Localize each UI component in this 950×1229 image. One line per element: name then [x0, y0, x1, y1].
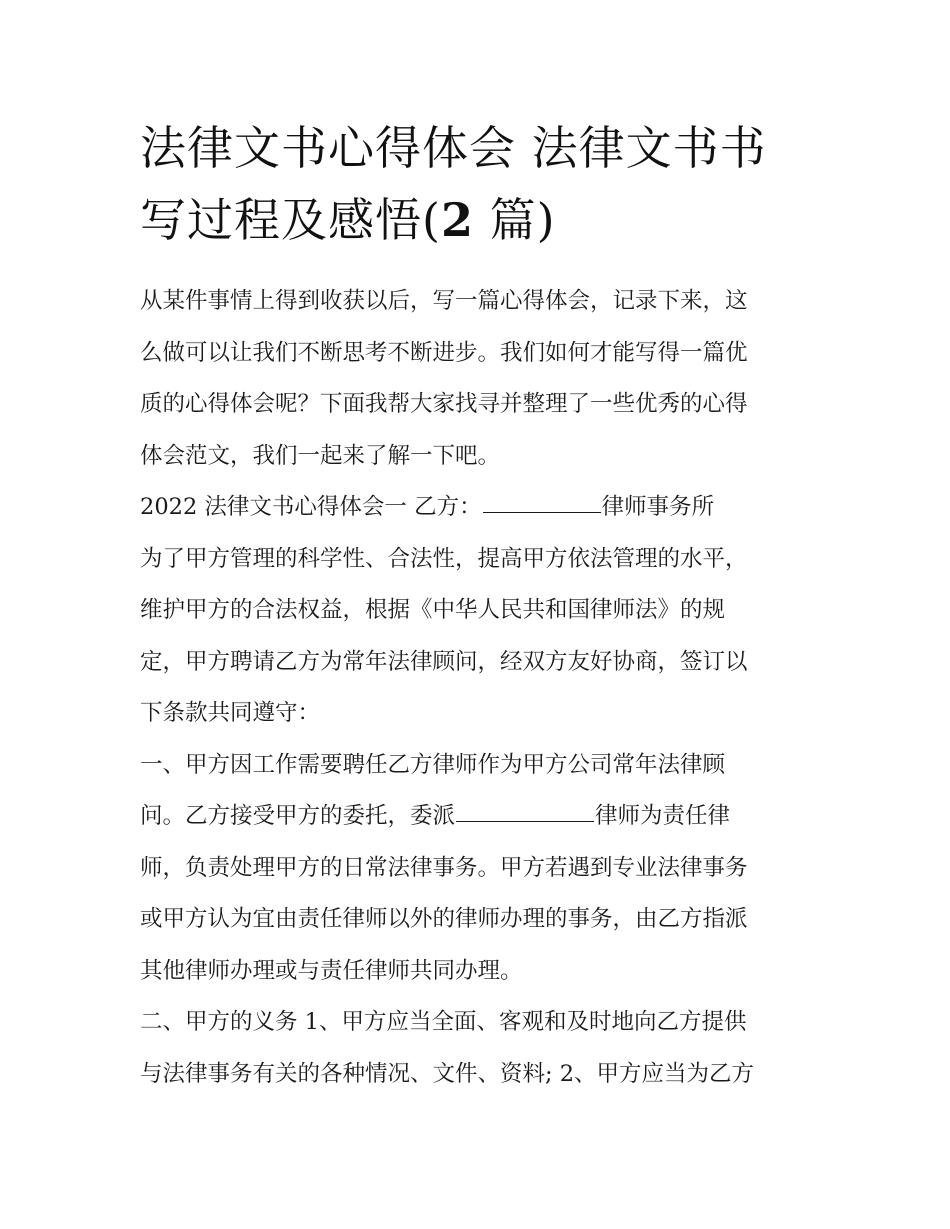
paragraph-line: 下条款共同遵守： — [140, 700, 321, 726]
clause-1-text-a: 问。乙方接受甲方的委托，委派 — [140, 803, 456, 829]
clause-1-line: 或甲方认为宜由责任律师以外的律师办理的事务，由乙方指派 — [140, 906, 748, 932]
clause-2-line: 与法律事务有关的各种情况、文件、资料; 2、甲方应当为乙方 — [140, 1060, 755, 1087]
paragraph-line: 维护甲方的合法权益，根据《中华人民共和国律师法》的规 — [140, 597, 726, 623]
paragraph-line: 定，甲方聘请乙方为常年法律顾问，经双方友好协商，签订以 — [140, 648, 748, 675]
section-heading-label: 2022 法律文书心得体会一 乙方： — [140, 494, 482, 520]
blank-lawyer-name — [456, 791, 594, 822]
paragraph-line: 为了甲方管理的科学性、合法性，提高甲方依法管理的水平， — [140, 545, 748, 572]
blank-firm-name — [483, 482, 601, 513]
section-heading-suffix: 律师事务所 — [601, 494, 715, 520]
clause-1-line: 其他律师办理或与责任律师共同办理。 — [140, 957, 523, 984]
section-heading — [140, 482, 820, 534]
intro-line: 体会范文，我们一起来了解一下吧。 — [140, 442, 501, 469]
intro-line: 质的心得体会呢？下面我帮大家找寻并整理了一些优秀的心得 — [140, 391, 748, 417]
title-line-2b: 篇) — [473, 193, 556, 247]
clause-1-line — [140, 791, 820, 843]
title-count: 2 — [440, 193, 474, 247]
clause-1-line: 一、甲方因工作需要聘任乙方律师作为甲方公司常年法律顾 — [140, 751, 726, 778]
clause-1-line: 师，负责处理甲方的日常法律事务。甲方若遇到专业法律事务 — [140, 854, 748, 881]
intro-line: 么做可以让我们不断思考不断进步。我们如何才能写得一篇优 — [140, 339, 748, 366]
clause-1-text-b: 律师为责任律 — [595, 803, 731, 829]
document-body — [140, 276, 820, 1100]
clause-2-line: 二、甲方的义务 1、甲方应当全面、客观和及时地向乙方提供 — [140, 1009, 747, 1035]
title-line-1: 法律文书心得体会 法律文书书 — [140, 121, 767, 175]
title-line-2a: 写过程及感悟( — [140, 193, 441, 247]
document-title — [140, 112, 830, 256]
intro-line: 从某件事情上得到收获以后，写一篇心得体会，记录下来，这 — [140, 288, 748, 314]
